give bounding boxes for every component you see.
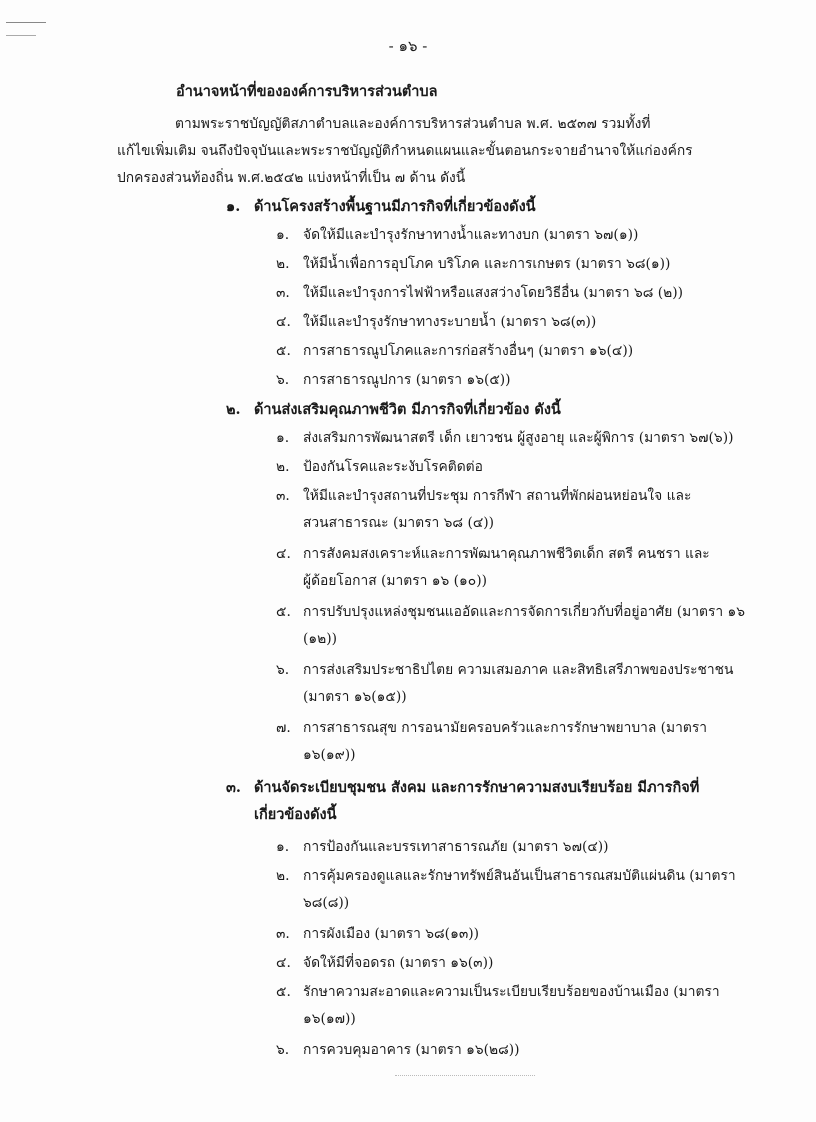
intro-line: ตามพระราชบัญญัติสภาตำบลและองค์การบริหารส่วนตำบล พ.ศ. ๒๕๓๗ รวมทั้งที่ <box>175 116 651 132</box>
list-item <box>276 338 766 365</box>
list-item <box>276 1037 766 1064</box>
list-item <box>276 834 766 861</box>
section-heading-2 <box>226 396 766 423</box>
item-number: ๒. <box>276 256 290 272</box>
item-text: การสังคมสงเคราะห์และการพัฒนาคุณภาพชีวิตเด็ก สตรี คนชรา และ <box>303 546 710 562</box>
list-item <box>276 251 766 278</box>
item-text: การสาธารณสุข การอนามัยครอบครัวและการรักษาพยาบาล (มาตรา <box>303 720 708 736</box>
item-text: การผังเมือง (มาตรา ๖๘(๑๓)) <box>303 926 480 942</box>
item-text: ป้องกันโรคและระงับโรคติดต่อ <box>303 459 483 475</box>
scan-artifact <box>395 1075 535 1077</box>
item-continuation: สวนสาธารณะ (มาตรา ๖๘ (๔)) <box>303 515 495 531</box>
list-item <box>276 483 766 537</box>
item-text: ให้มีและบำรุงการไฟฟ้าหรือแสงสว่างโดยวิธีอื่น (มาตรา ๖๘ (๒)) <box>303 285 684 301</box>
item-continuation: ผู้ด้อยโอกาส (มาตรา ๑๖ (๑๐)) <box>303 573 487 589</box>
section-number: ๓. <box>226 779 241 796</box>
item-continuation: (๑๒)) <box>303 631 338 647</box>
item-continuation: ๑๖(๑๗)) <box>303 1011 356 1027</box>
section-title: ด้านส่งเสริมคุณภาพชีวิต มีภารกิจที่เกี่ยวข้อง ดังนี้ <box>254 401 561 418</box>
item-text: ให้มีน้ำเพื่อการอุปโภค บริโภค และการเกษตร (มาตรา ๖๘(๑)) <box>303 256 671 272</box>
item-number: ๔. <box>276 314 291 330</box>
item-number: ๓. <box>276 488 290 504</box>
section-title: ด้านโครงสร้างพื้นฐานมีภารกิจที่เกี่ยวข้องดังนี้ <box>254 198 536 215</box>
item-text: การสาธารณูปการ (มาตรา ๑๖(๕)) <box>303 372 511 388</box>
item-number: ๕. <box>276 604 291 620</box>
section-heading-1 <box>226 193 766 220</box>
item-number: ๔. <box>276 955 291 971</box>
list-item <box>276 657 766 711</box>
item-number: ๑. <box>276 839 290 855</box>
list-item <box>276 979 766 1033</box>
item-number: ๑. <box>276 430 290 446</box>
section-number: ๑. <box>226 198 241 215</box>
item-number: ๓. <box>276 285 290 301</box>
item-text: การส่งเสริมประชาธิปไตย ความเสมอภาค และสิทธิเสรีภาพของประชาชน <box>303 662 734 678</box>
item-number: ๔. <box>276 546 291 562</box>
intro-paragraph <box>117 111 767 192</box>
item-number: ๕. <box>276 343 291 359</box>
item-text: รักษาความสะอาดและความเป็นระเบียบเรียบร้อยของบ้านเมือง (มาตรา <box>303 984 720 1000</box>
list-item <box>276 454 766 481</box>
item-continuation: (มาตรา ๑๖(๑๕)) <box>303 689 407 705</box>
list-item <box>276 425 766 452</box>
item-text: การควบคุมอาคาร (มาตรา ๑๖(๒๘)) <box>303 1042 520 1058</box>
item-continuation: ๑๖(๑๙)) <box>303 747 356 763</box>
item-number: ๒. <box>276 868 290 884</box>
item-number: ๖. <box>276 662 290 678</box>
item-text: จัดให้มีที่จอดรถ (มาตรา ๑๖(๓)) <box>303 955 494 971</box>
item-text: การคุ้มครองดูแลและรักษาทรัพย์สินอันเป็นสาธารณสมบัติแผ่นดิน (มาตรา <box>303 868 736 884</box>
item-number: ๖. <box>276 372 290 388</box>
list-item <box>276 280 766 307</box>
list-item <box>276 715 766 769</box>
intro-line: แก้ไขเพิ่มเติม จนถึงปัจจุบันและพระราชบัญญัติกำหนดแผนและขั้นตอนกระจายอำนาจให้แก่องค์กร <box>117 143 693 159</box>
list-item <box>276 950 766 977</box>
list-item <box>276 541 766 595</box>
item-text: ส่งเสริมการพัฒนาสตรี เด็ก เยาวชน ผู้สูงอายุ และผู้พิการ (มาตรา ๖๗(๖)) <box>303 430 734 446</box>
item-number: ๓. <box>276 926 290 942</box>
list-item <box>276 222 766 249</box>
list-item <box>276 921 766 948</box>
item-text: การปรับปรุงแหล่งชุมชนแออัดและการจัดการเกี่ยวกับที่อยู่อาศัย (มาตรา ๑๖ <box>303 604 746 620</box>
item-continuation: ๖๘(๘)) <box>303 895 350 911</box>
list-item <box>276 309 766 336</box>
section-title: ด้านจัดระเบียบชุมชน สังคม และการรักษาความสงบเรียบร้อย มีภารกิจที่ <box>254 779 700 796</box>
document-heading: อำนาจหน้าที่ขององค์การบริหารส่วนตำบล <box>176 83 438 100</box>
item-text: ให้มีและบำรุงสถานที่ประชุม การกีฬา สถานที่พักผ่อนหย่อนใจ และ <box>303 488 692 504</box>
item-text: ให้มีและบำรุงรักษาทางระบายน้ำ (มาตรา ๖๘(๓)) <box>303 314 597 330</box>
item-number: ๗. <box>276 720 291 736</box>
section-heading-3 <box>226 774 766 828</box>
list-item <box>276 599 766 653</box>
intro-line: ปกครองส่วนท้องถิ่น พ.ศ.๒๕๔๒ แบ่งหน้าที่เป็น ๗ ด้าน ดังนี้ <box>117 170 466 186</box>
item-number: ๑. <box>276 227 290 243</box>
item-text: การสาธารณูปโภคและการก่อสร้างอื่นๆ (มาตรา ๑๖(๔)) <box>303 343 634 359</box>
item-number: ๕. <box>276 984 291 1000</box>
section-title-continuation: เกี่ยวข้องดังนี้ <box>254 806 337 823</box>
list-item <box>276 367 766 394</box>
item-text: การป้องกันและบรรเทาสาธารณภัย (มาตรา ๖๗(๔)) <box>303 839 609 855</box>
item-number: ๖. <box>276 1042 290 1058</box>
section-number: ๒. <box>226 401 241 418</box>
list-item <box>276 863 766 917</box>
page-number: - ๑๖ - <box>388 37 428 55</box>
item-number: ๒. <box>276 459 290 475</box>
item-text: จัดให้มีและบำรุงรักษาทางน้ำและทางบก (มาตรา ๖๗(๑)) <box>303 227 639 243</box>
